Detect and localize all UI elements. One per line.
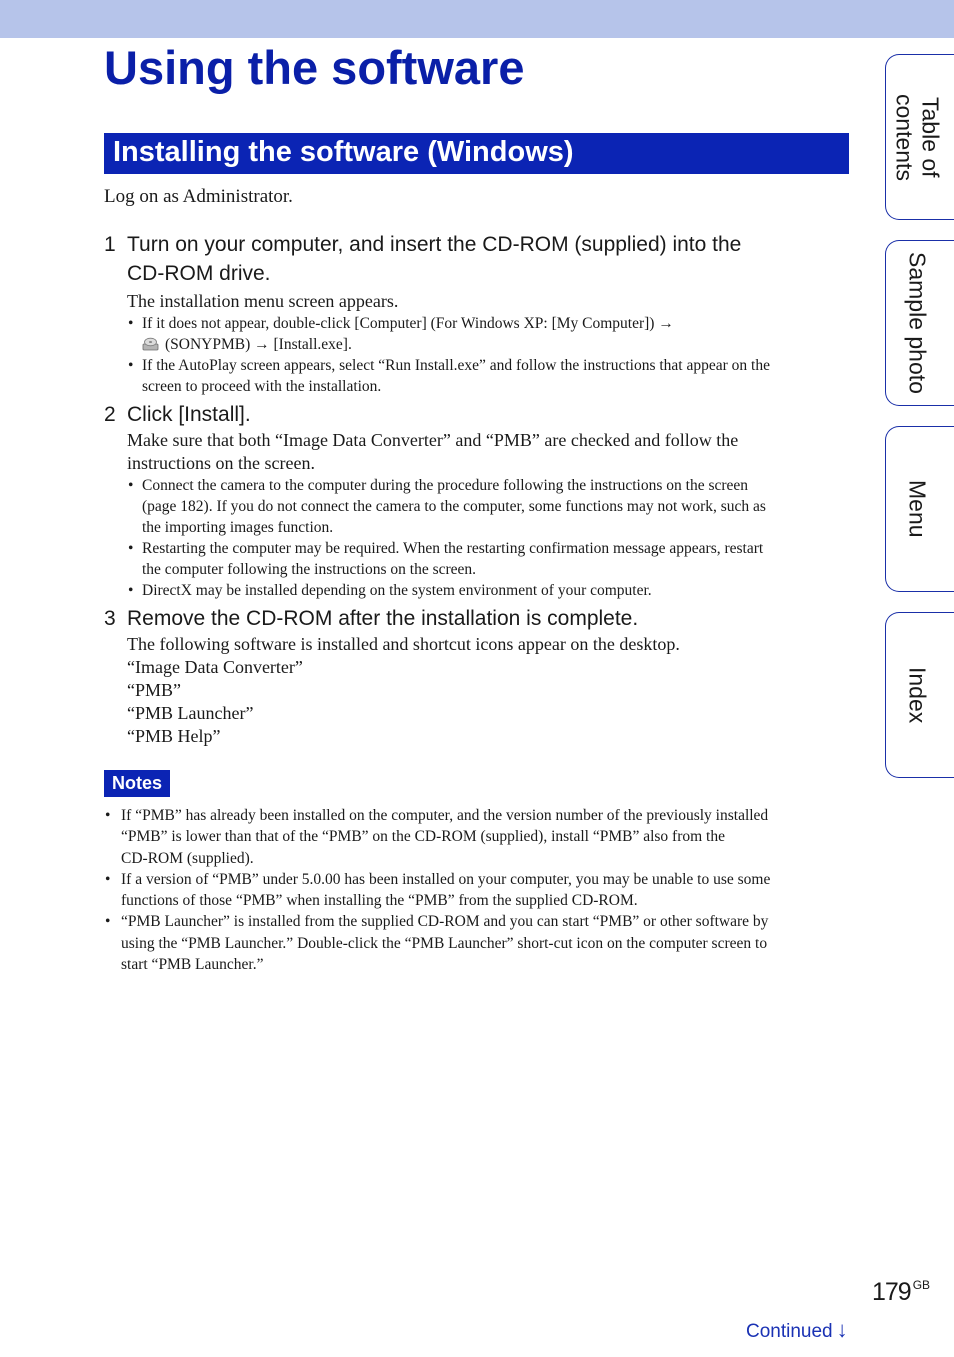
note-line: “PMB” is lower than that of the “PMB” on the CD-ROM (supplied), install “PMB” also from the [121, 828, 725, 846]
note-line: If a version of “PMB” under 5.0.00 has been installed on your computer, you may be unable to use some [121, 870, 771, 888]
note-line: functions of those “PMB” when installing the “PMB” from the supplied CD-ROM. [121, 892, 638, 910]
tab-label: Menu [904, 480, 931, 538]
bullet-item [127, 475, 849, 538]
note-line: “PMB Launcher” is installed from the supplied CD-ROM and you can start “PMB” or other software by [121, 913, 769, 931]
note-line: If “PMB” has already been installed on the computer, and the version number of the previously installed [121, 807, 769, 824]
step-1 [104, 230, 849, 397]
step-bullet-list [127, 475, 849, 601]
step-2 [104, 400, 849, 601]
bullet-item [127, 580, 849, 601]
bullet-line: the importing images function. [142, 519, 334, 536]
tab-label-line: contents [891, 93, 918, 181]
step-body-line: Make sure that both “Image Data Converter” and “PMB” are checked and follow the [127, 430, 739, 450]
page-number [872, 1278, 930, 1307]
continued-link[interactable] [746, 1317, 848, 1343]
section-title-bar: Installing the software (Windows) [104, 133, 849, 174]
steps-content [104, 230, 849, 748]
step-body-line: instructions on the screen. [127, 453, 315, 473]
bullet-line: DirectX may be installed depending on the system environment of your computer. [142, 582, 652, 599]
bullet-line: (page 182). If you do not connect the camera to the computer, some functions may not work, such as [142, 498, 766, 515]
tab-sample-photo[interactable] [885, 240, 954, 406]
note-line: CD-ROM (supplied). [121, 849, 254, 867]
step-number: 1 [104, 233, 116, 256]
tab-label-line: Table of [917, 96, 944, 178]
step-heading-line: Click [Install]. [127, 403, 251, 426]
note-line: using the “PMB Launcher.” Double-click the “PMB Launcher” short-cut icon on the computer screen to [121, 934, 768, 952]
note-item [104, 805, 849, 869]
step-number: 3 [104, 607, 116, 630]
step-number: 2 [104, 403, 116, 426]
bullet-line: the computer following the instructions on the screen. [142, 561, 477, 578]
tab-label: Index [904, 666, 931, 724]
step-heading-line: CD-ROM drive. [127, 262, 271, 285]
software-item: “PMB Help” [127, 726, 221, 746]
bullet-line: If the AutoPlay screen appears, select “Run Install.exe” and follow the instructions that appear on the [142, 357, 770, 374]
page-number-suffix: GB [912, 1278, 931, 1292]
step-heading-line: Remove the CD-ROM after the installation is complete. [127, 607, 639, 630]
continued-label: Continued [746, 1321, 833, 1342]
page-title: Using the software [104, 41, 525, 94]
tab-label: Sample photo [904, 252, 931, 394]
tab-table-of-contents[interactable] [885, 54, 954, 220]
note-item [104, 869, 849, 912]
software-item: “Image Data Converter” [127, 657, 303, 677]
bullet-line: Restarting the computer may be required. When the restarting confirmation message appears, restart [142, 540, 764, 557]
tab-index[interactable] [885, 612, 954, 778]
note-item [104, 911, 849, 975]
note-line: start “PMB Launcher.” [121, 956, 264, 974]
step-3 [104, 604, 849, 748]
software-item: “PMB” [127, 680, 181, 700]
top-color-band [0, 0, 954, 38]
intro-text: Log on as Administrator. [104, 186, 293, 207]
page-number-value: 179 [872, 1278, 911, 1306]
notes-label: Notes [104, 770, 170, 797]
step-body: The following software is installed and shortcut icons appear on the desktop. [127, 634, 680, 654]
down-arrow-icon: ↓ [836, 1317, 848, 1342]
bullet-item [127, 355, 849, 397]
tab-menu[interactable] [885, 426, 954, 592]
bullet-line: If it does not appear, double-click [Computer] (For Windows XP: [My Computer]) → [142, 315, 674, 332]
bullet-item [127, 538, 849, 580]
bullet-line: Connect the camera to the computer during the procedure following the instructions on the screen [142, 477, 749, 494]
notes-list [104, 805, 849, 975]
cd-rom-drive-icon [142, 336, 159, 350]
bullet-line: screen to proceed with the installation. [142, 378, 382, 395]
step-body: The installation menu screen appears. [127, 291, 399, 311]
bullet-item [127, 313, 849, 355]
tab-label [892, 94, 944, 181]
bullet-line: (SONYPMB) → [Install.exe]. [165, 336, 352, 353]
step-bullet-list [127, 313, 849, 397]
step-heading-line: Turn on your computer, and insert the CD-ROM (supplied) into the [127, 233, 742, 256]
software-item: “PMB Launcher” [127, 703, 254, 723]
